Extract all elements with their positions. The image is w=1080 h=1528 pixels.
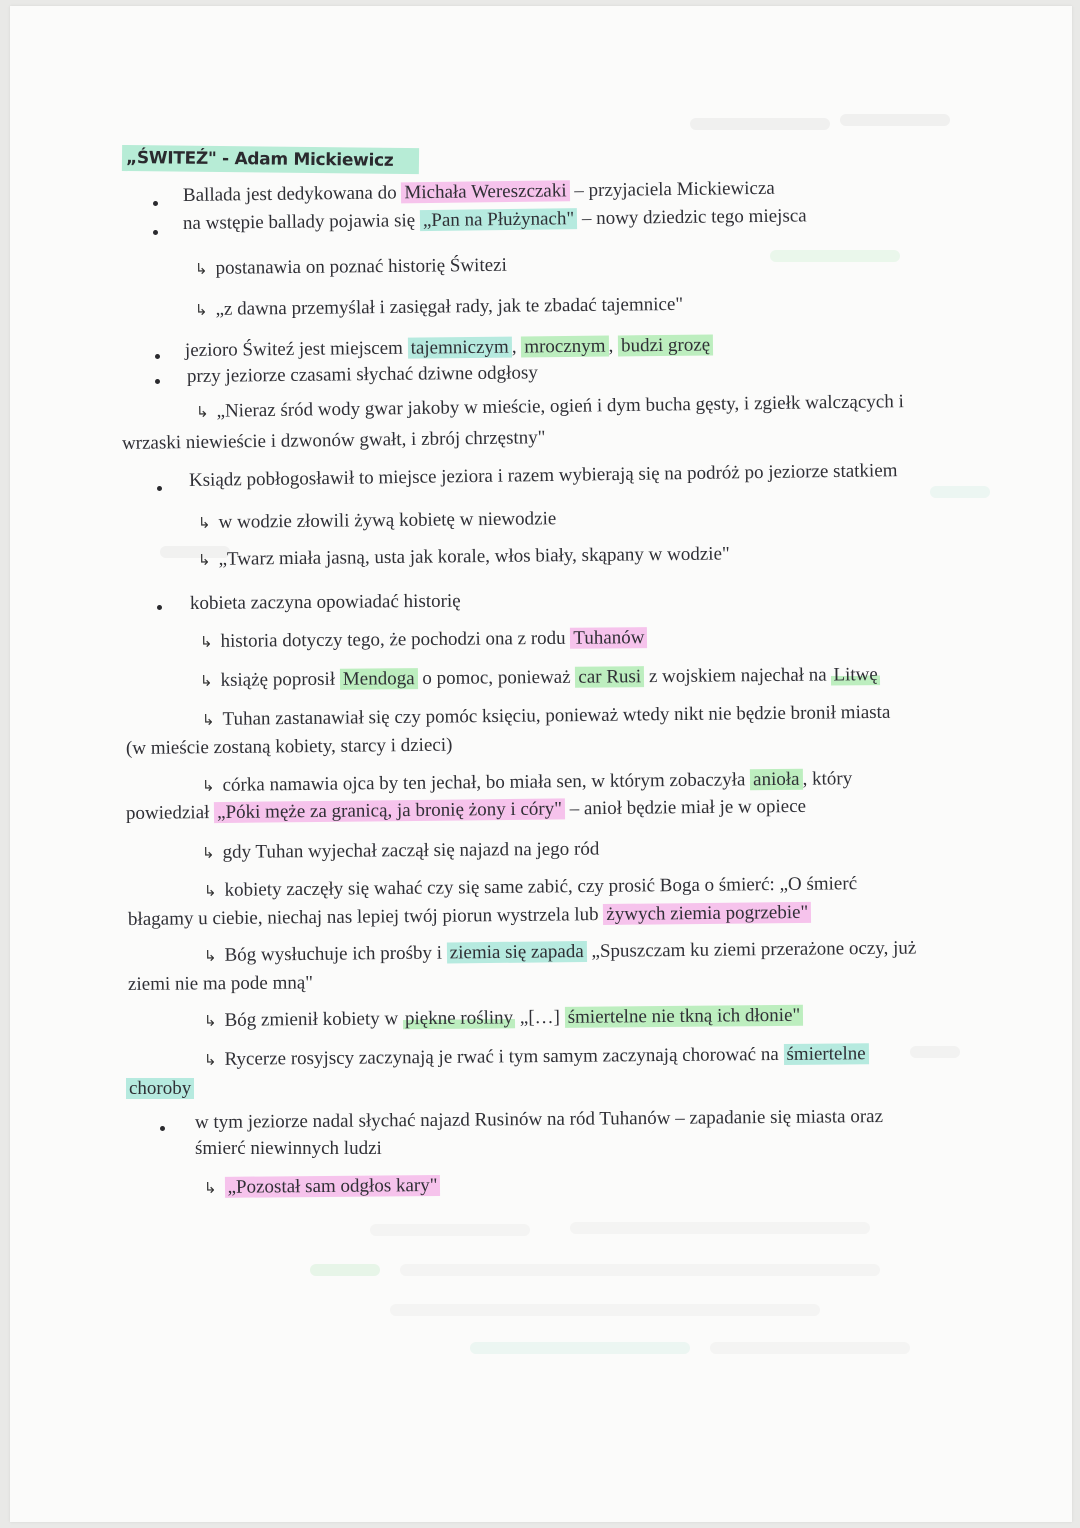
highlight-pink: żywych ziemia pogrzebie" (603, 902, 811, 925)
arrow-icon: ↳ (199, 632, 213, 651)
text-run: , który (802, 768, 853, 790)
arrow-icon: ↳ (203, 1050, 217, 1069)
bullet-dot (155, 354, 160, 359)
note-line (122, 426, 546, 456)
bleed-through-mark (470, 1342, 690, 1354)
note-line (195, 293, 683, 322)
work-title: „ŚWITEŹ" (125, 148, 217, 169)
text-run: przy jeziorze czasami słychać dziwne odgłosy (186, 362, 538, 387)
note-line (189, 459, 898, 493)
note-line (195, 1137, 382, 1161)
text-run: w tym jeziorze nadal słychać najazd Rusinów na ród Tuhanów – zapadanie się miasta oraz (194, 1105, 884, 1133)
arrow-icon: ↳ (194, 300, 208, 319)
arrow-icon: ↳ (194, 259, 208, 278)
highlight-green: śmiertelne nie tkną ich dłonie" (565, 1005, 804, 1028)
text-run: , (511, 336, 522, 358)
text-run: kobiety zaczęły się wahać czy się same zabić, czy prosić Boga o śmierć: „O śmierć (224, 873, 858, 901)
note-line (183, 177, 775, 208)
arrow-icon: ↳ (197, 550, 211, 569)
note-title (122, 148, 420, 171)
bleed-through-mark (570, 1222, 870, 1234)
text-run: (w mieście zostaną kobiety, starcy i dzieci) (125, 734, 453, 759)
note-line (195, 254, 507, 281)
note-line (204, 1174, 441, 1200)
bleed-through-mark (310, 1264, 380, 1276)
highlight-pink: Tuhanów (570, 627, 647, 649)
highlight-green: anioła (750, 769, 803, 791)
highlight-green: budzi grozę (618, 334, 713, 356)
bleed-through-mark (840, 114, 950, 126)
highlight-pink: „Póki męże za granicą, ja bronię żony i córy" (214, 798, 565, 823)
bleed-through-mark (370, 1224, 530, 1236)
text-run: z wojskiem najechał na (644, 664, 832, 688)
note-line (202, 701, 891, 732)
highlight-green: Mendoga (340, 668, 418, 690)
bleed-through-mark (910, 1046, 960, 1058)
bullet-dot (160, 1126, 165, 1131)
note-line (190, 590, 461, 616)
note-line (204, 937, 916, 968)
note-line (128, 971, 313, 997)
text-run: Rycerze rosyjscy zaczynają je rwać i tym samym zaczynają chorować na (224, 1043, 784, 1070)
bullet-dot (153, 201, 158, 206)
arrow-icon: ↳ (195, 402, 209, 421)
text-run: „[…] (515, 1006, 565, 1029)
note-line (202, 838, 599, 865)
text-run: córka namawia ojca by ten jechał, bo miała sen, w którym zobaczyła (222, 769, 751, 796)
note-line (204, 1004, 803, 1033)
text-run: „Spuszczam ku ziemi przerażone oczy, już (586, 937, 917, 962)
text-run: ziemi nie ma pode mną" (127, 972, 314, 995)
text-run: śmierć niewinnych ludzi (195, 1138, 382, 1159)
text-run: kobieta zaczyna opowiadać historię (189, 590, 461, 614)
note-line (128, 901, 811, 932)
text-run: błagamy u ciebie, niechaj nas lepiej twój piorun wystrzela lub (127, 904, 604, 930)
text-run: jezioro Świteź jest miejscem (184, 337, 408, 361)
text-run: Ballada jest dedykowana do (182, 182, 402, 206)
bleed-through-mark (390, 1304, 820, 1316)
note-line (204, 872, 857, 903)
text-run: historia dotyczy tego, że pochodzi ona z rodu (220, 627, 571, 652)
highlight-teal: śmiertelne (783, 1043, 868, 1065)
note-line (202, 767, 852, 798)
text-run: na wstępie ballady pojawia się (182, 210, 421, 234)
highlight-teal: „Pan na Płużynach" (420, 208, 578, 231)
text-run: – nowy dziedzic tego miejsca (577, 205, 807, 230)
highlight-teal: tajemniczym (408, 337, 512, 359)
highlight-pink: Michała Wereszczaki (401, 180, 569, 203)
note-line (187, 361, 538, 389)
text-run: „Nieraz śród wody gwar jakoby w mieście, ogień i dym bucha gęsty, i zgiełk walczących i (216, 391, 904, 422)
bullet-dot (157, 605, 162, 610)
bleed-through-mark (690, 118, 830, 130)
title-dash: - (216, 148, 235, 170)
text-run: książę poprosił (220, 668, 340, 691)
note-line (195, 1105, 883, 1135)
note-line (200, 663, 880, 693)
text-run: „Twarz miała jasną, usta jak korale, włos biały, skąpany w wodzie" (218, 543, 730, 570)
scanned-page (10, 6, 1072, 1522)
arrow-icon: ↳ (201, 710, 215, 729)
text-run: Tuhan zastanawiał się czy pomóc księciu, ponieważ wtedy nikt nie będzie bronił miasta (222, 701, 891, 730)
arrow-icon: ↳ (199, 671, 213, 690)
bullet-dot (153, 230, 158, 235)
text-run: w wodzie złowili żywą kobietę w niewodzie (218, 508, 557, 533)
arrow-icon: ↳ (203, 946, 217, 965)
note-line (126, 734, 453, 761)
highlight-green: car Rusi (575, 666, 644, 688)
bullet-dot (157, 486, 162, 491)
text-run: powiedział (125, 802, 215, 824)
bleed-through-mark (930, 486, 990, 498)
highlight-green: mrocznym (521, 336, 608, 358)
highlight-teal: choroby (126, 1078, 194, 1099)
text-run: gdy Tuhan wyjechał zaczął się najazd na jego ród (222, 838, 600, 863)
title-highlight (122, 145, 420, 174)
bleed-through-mark (710, 1342, 910, 1354)
note-line (204, 1042, 869, 1072)
text-run: Bóg wysłuchuje ich prośby i (224, 942, 447, 966)
arrow-icon: ↳ (201, 776, 215, 795)
note-line (196, 390, 904, 424)
highlight-pink: „Pozostał sam odgłos kary" (224, 1175, 440, 1198)
note-line (183, 204, 807, 236)
author-name: Adam Mickiewicz (234, 149, 394, 171)
highlight-green: Litwę (833, 664, 878, 686)
note-line (126, 1077, 194, 1101)
highlight-green: piękne rośliny (404, 1007, 514, 1030)
text-run: Ksiądz pobłogosławił to miejsce jeziora i razem wybierają się na podróż po jeziorze statkiem (188, 460, 898, 491)
note-line (185, 333, 713, 363)
text-run: „z dawna przemyślał i zasięgał rady, jak te zbadać tajemnice" (215, 293, 684, 320)
note-line (200, 626, 648, 654)
text-run: o pomoc, ponieważ (417, 666, 576, 690)
note-line (198, 542, 730, 572)
highlight-teal: ziemia się zapada (447, 941, 587, 963)
bleed-through-mark (400, 1264, 880, 1276)
arrow-icon: ↳ (197, 513, 211, 532)
bleed-through-mark (770, 250, 900, 262)
text-run: wrzaski niewieście i dzwonów gwałt, i zbrój chrzęstny" (121, 427, 546, 454)
arrow-icon: ↳ (203, 1178, 217, 1197)
text-run: – przyjaciela Mickiewicza (569, 177, 775, 202)
text-run: Bóg zmienił kobiety w (224, 1008, 404, 1031)
arrow-icon: ↳ (201, 843, 215, 862)
text-run: – anioł będzie miał je w opiece (564, 795, 807, 820)
text-run: , (608, 335, 619, 357)
arrow-icon: ↳ (203, 1011, 217, 1030)
arrow-icon: ↳ (203, 881, 217, 900)
note-line (198, 507, 556, 535)
text-run: postanawia on poznać historię Świtezi (215, 254, 507, 279)
bullet-dot (155, 379, 160, 384)
note-line (126, 795, 806, 826)
